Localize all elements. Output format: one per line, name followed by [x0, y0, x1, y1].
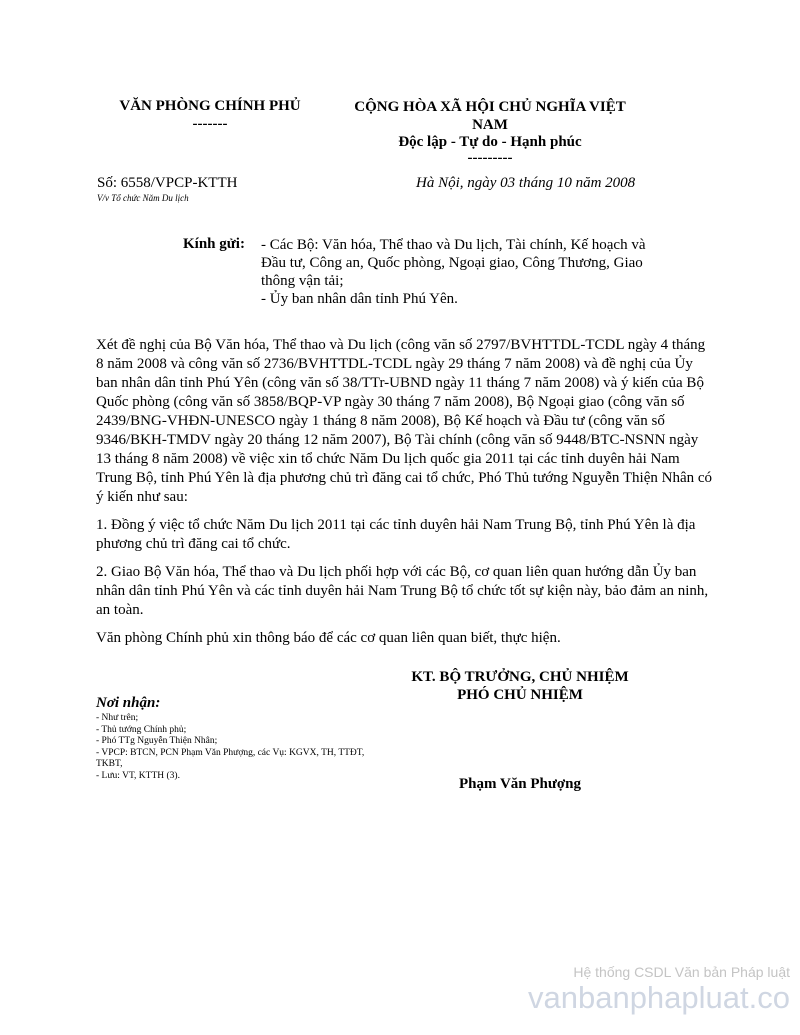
- motto-rule: ---------: [467, 150, 513, 166]
- agency-rule: -------: [192, 116, 228, 132]
- watermark-site: vanbanphapluat.co: [527, 980, 790, 1015]
- recipient-item: - Phó TTg Nguyễn Thiện Nhân;: [96, 736, 218, 746]
- body-paragraph: Xét đề nghị của Bộ Văn hóa, Thể thao và Du lịch (công văn số 2797/BVHTTDL-TCDL ngày 4 tháng 8 năm 2008 và công văn số 2736/BVHTTDL-TCDL ngày 29 tháng 7 năm 2008) và đề nghị của Ủy ban nhân dân tỉnh Phú Yên (công văn số 38/TTr-UBND ngày 11 tháng 7 năm 2008) và ý kiến của Bộ Quốc phòng (công văn số 3858/BQP-VP ngày 30 tháng 7 năm 2008), Bộ Ngoại giao (công văn số 2439/BNG-VHĐN-UNESCO ngày 1 tháng 8 năm 2008), Bộ Kế hoạch và Đầu tư (công văn số 9346/BKH-TMDV ngày 20 tháng 12 năm 2007), Bộ Tài chính (công văn số 9448/BTC-NSNN ngày 13 tháng 8 năm 2008) về việc xin tổ chức Năm Du lịch quốc gia 2011 tại các tỉnh duyên hải Nam Trung Bộ, tỉnh Phú Yên là địa phương chủ trì đăng cai tổ chức, Phó Thủ tướng Nguyễn Thiện Nhân có ý kiến như sau:: [96, 337, 713, 505]
- national-title: CỘNG HÒA XÃ HỘI CHỦ NGHĨA VIỆT NAM: [354, 99, 626, 133]
- recipient-item: - Lưu: VT, KTTH (3).: [96, 770, 180, 781]
- body-paragraph: Văn phòng Chính phủ xin thông báo để các cơ quan liên quan biết, thực hiện.: [96, 630, 561, 646]
- body-paragraph: 2. Giao Bộ Văn hóa, Thể thao và Du lịch phối hợp với các Bộ, cơ quan liên quan hướng dẫn Ủy ban nhân dân tỉnh Phú Yên và các tỉnh duyên hải Nam Trung Bộ tổ chức tốt sự kiện này, bảo đảm an ninh, an toàn.: [96, 564, 709, 618]
- document-subject: V/v Tổ chức Năm Du lịch: [97, 193, 189, 203]
- national-motto: Độc lập - Tự do - Hạnh phúc: [398, 134, 582, 150]
- recipients-list: [96, 713, 386, 782]
- place-date: Hà Nội, ngày 03 tháng 10 năm 2008: [416, 175, 636, 191]
- watermark-caption: Hệ thống CSDL Văn bản Pháp luật: [573, 964, 790, 980]
- signature-block: [370, 668, 670, 704]
- addressee-list: [261, 236, 661, 308]
- signer-name: Phạm Văn Phượng: [458, 776, 582, 792]
- addressee-line: - Ủy ban nhân dân tỉnh Phú Yên.: [261, 291, 458, 307]
- recipient-item: - Như trên;: [96, 713, 139, 723]
- recipient-item: - Thủ tướng Chính phủ;: [96, 724, 187, 735]
- issuing-agency: VĂN PHÒNG CHÍNH PHỦ: [119, 98, 301, 114]
- document-body: [96, 336, 716, 657]
- body-paragraph: 1. Đồng ý việc tổ chức Năm Du lịch 2011 tại các tỉnh duyên hải Nam Trung Bộ, tỉnh Phú Yên là địa phương chủ trì đăng cai tổ chức.: [96, 517, 696, 552]
- signature-title-2: PHÓ CHỦ NHIỆM: [457, 687, 583, 703]
- addressee-label: Kính gửi:: [183, 236, 245, 252]
- recipients-title: Nơi nhận:: [96, 695, 161, 711]
- recipient-item: - VPCP: BTCN, PCN Phạm Văn Phượng, các Vụ: KGVX, TH, TTĐT, TKBT,: [96, 747, 365, 769]
- document-number: Số: 6558/VPCP-KTTH: [97, 175, 238, 191]
- addressee-line: - Các Bộ: Văn hóa, Thể thao và Du lịch, Tài chính, Kế hoạch và Đầu tư, Công an, Quốc phòng, Ngoại giao, Công Thương, Giao thông vận tải;: [261, 237, 646, 289]
- signature-title-1: KT. BỘ TRƯỞNG, CHỦ NHIỆM: [411, 669, 629, 685]
